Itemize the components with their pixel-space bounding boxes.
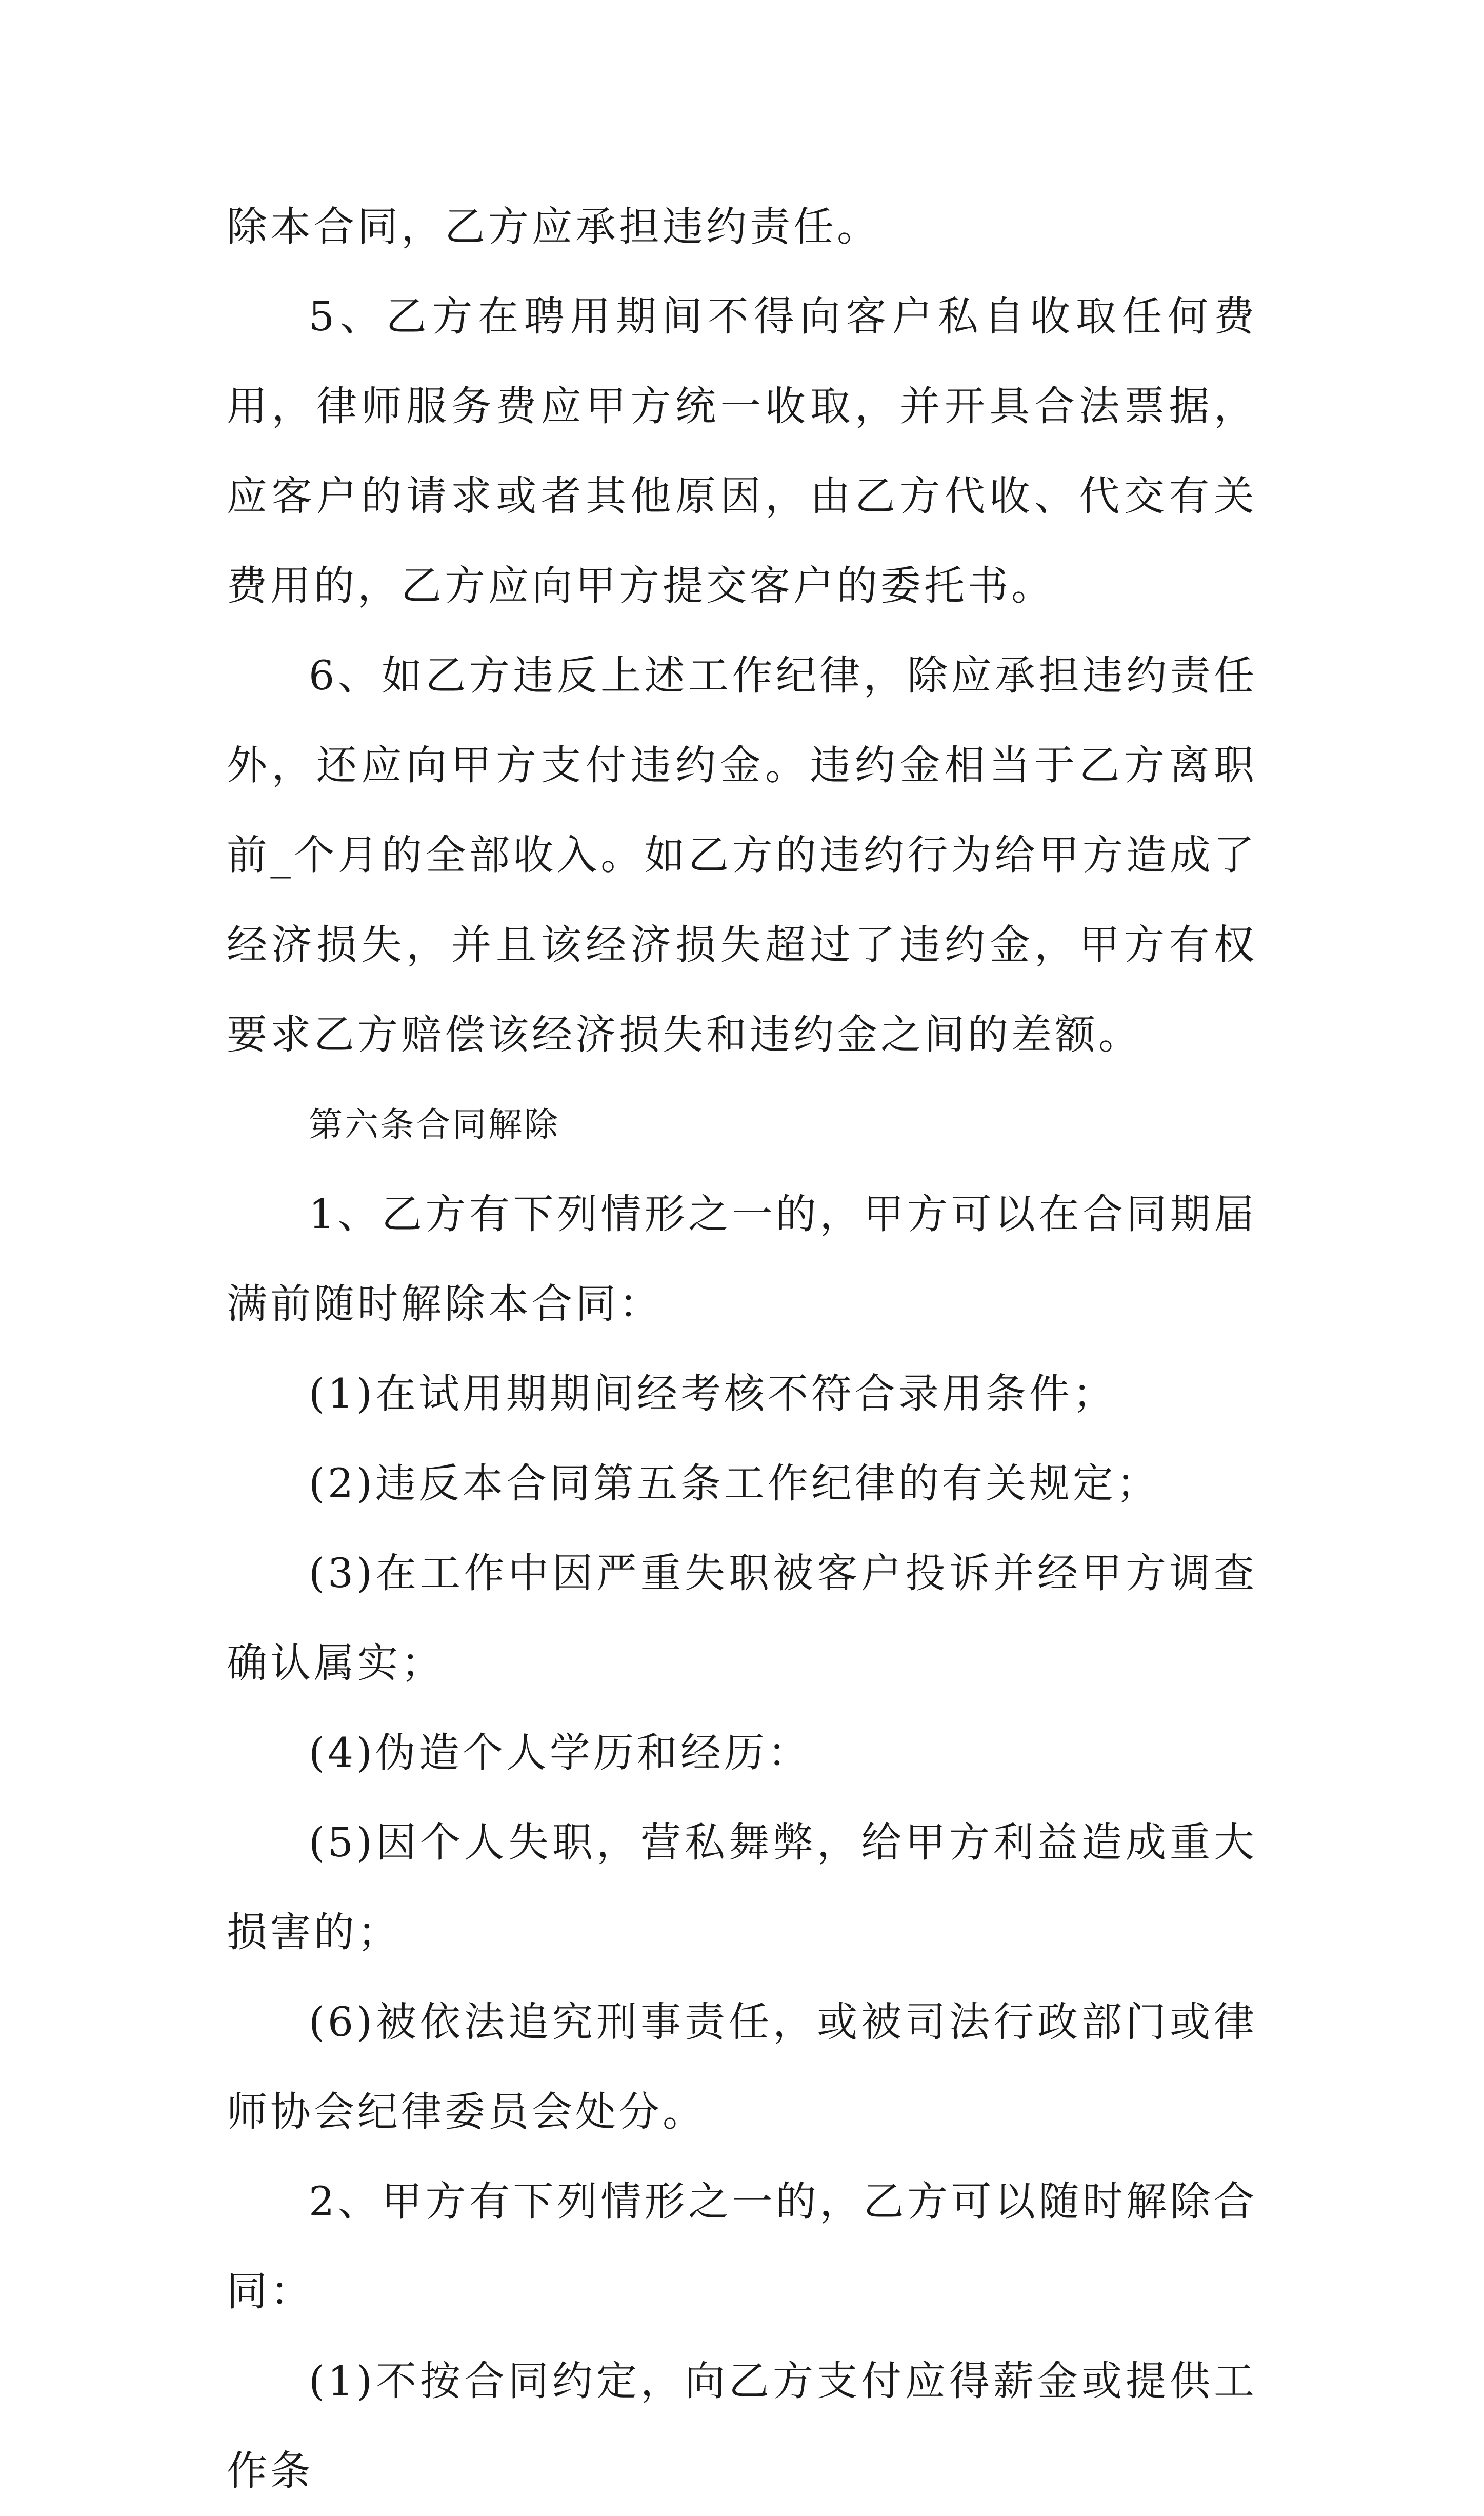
termination-clause-2-paragraph: 2、甲方有下列情形之一的，乙方可以随时解除合同： bbox=[227, 2178, 1257, 2315]
list-item-5: (5)因个人失职，营私舞弊，给甲方利益造成重大损害的； bbox=[227, 1819, 1257, 1956]
list-item-3: (3)在工作中因严重失职被客户投诉并经甲方调查确认属实； bbox=[227, 1550, 1257, 1687]
section-heading-termination: 第六条合同解除 bbox=[309, 1105, 560, 1144]
paragraph-continuation: 除本合同，乙方应承担违约责任。 bbox=[227, 203, 880, 250]
clause-2-list-item-1: (1)不按合同约定，向乙方支付应得薪金或提供工作条 bbox=[227, 2357, 1257, 2494]
list-item-4: (4)伪造个人学历和经历： bbox=[309, 1729, 811, 1776]
clause-6-paragraph: 6、如乙方违反上述工作纪律，除应承担违约责任外，还应向甲方支付违约金。违约金相当于乙方离职前_个月的全部收入。如乙方的违约行为给甲方造成了经济损失，并且该经济损失超过了违约金，甲方有权要求乙方赔偿该经济损失和违约金之间的差额。 bbox=[227, 652, 1257, 1058]
document-body bbox=[227, 182, 1257, 2516]
list-item-6: (6)被依法追究刑事责任，或被司法行政部门或律师协会纪律委员会处分。 bbox=[227, 1998, 1257, 2135]
list-item-2: (2)违反本合同第五条工作纪律的有关规定； bbox=[309, 1460, 1160, 1507]
clause-5-paragraph: 5、乙方在聘用期间不得向客户私自收取任何费用，律师服务费应甲方统一收取，并开具合法票据，应客户的请求或者其他原因，由乙方代收、代交有关费用的，乙方应向甲方提交客户的委托书。 bbox=[227, 293, 1257, 609]
termination-clause-1-paragraph: 1、乙方有下列情形之一的，甲方可以在合同期届满前随时解除本合同： bbox=[227, 1191, 1257, 1328]
list-item-1: (1)在试用期期间经考核不符合录用条件； bbox=[309, 1370, 1116, 1417]
